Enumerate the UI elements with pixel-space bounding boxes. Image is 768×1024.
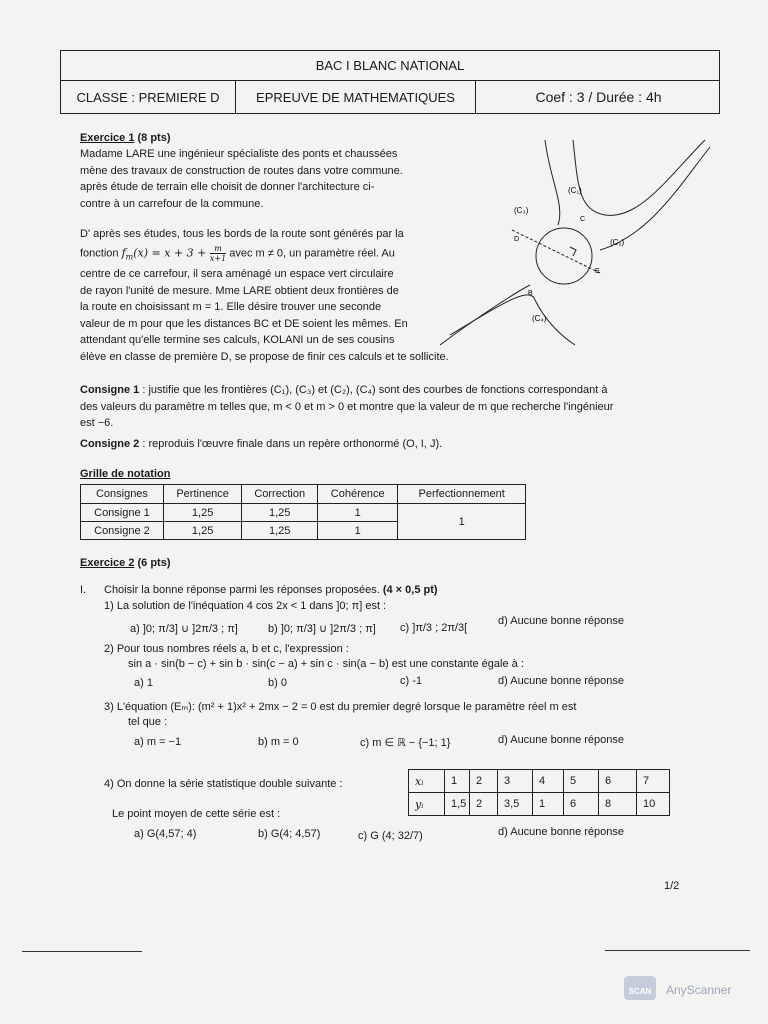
scan-edge-right — [605, 950, 750, 951]
q4-c: c) G (4; 32/7) — [358, 830, 423, 842]
q2-d: d) Aucune bonne réponse — [498, 675, 624, 687]
grille-header: Pertinence — [163, 485, 241, 504]
q3-a: a) m = −1 — [134, 736, 182, 748]
q4-d: d) Aucune bonne réponse — [498, 826, 624, 838]
grille-cell: 1,25 — [163, 522, 241, 540]
grille-header: Correction — [242, 485, 318, 504]
curve-c4 — [450, 295, 575, 345]
series-cell: 6 — [599, 770, 637, 793]
ex2-intro-num: I. — [80, 584, 87, 596]
grille-cell: 1 — [318, 522, 398, 540]
label-c1: (C₁) — [568, 186, 582, 195]
ex2-heading: Exercice 2 (6 pts) — [80, 557, 171, 569]
label-E: E — [595, 268, 600, 275]
series-cell: 2 — [470, 793, 498, 816]
series-cell: 1,5 — [445, 793, 470, 816]
label-D: D — [514, 236, 520, 243]
consigne-2: Consigne 2 : reproduis l'œuvre finale dans un repère orthonormé (O, I, J). — [80, 438, 443, 450]
grille-cell: 1,25 — [242, 504, 318, 522]
q4-text: 4) On donne la série statistique double suivante : — [104, 778, 343, 790]
label-c2: (C₂) — [610, 238, 625, 247]
consigne-1: Consigne 1 : justifie que les frontières (C₁), (C₃) et (C₂), (C₄) sont des courbes de fonctions correspondant à des valeurs du paramètre m telles que, m < 0 et m > 0 et montre que la valeur de m que recherche l'ingénieur est −6. — [80, 384, 614, 429]
q1-c: c) ]π/3 ; 2π/3[ — [400, 622, 468, 634]
series-cell: 3,5 — [498, 793, 533, 816]
q1-a: a) ]0; π/3] ∪ ]2π/3 ; π] — [130, 623, 238, 635]
ex1-paragraph-2: centre de ce carrefour, il sera aménagé un espace vert circulaire de rayon l'unité de mesure. Mme LARE obtient deux frontières de la route en choisissant m = 1. Elle désire trouver une seconde valeur de m pour que les distances BC et DE soient les mêmes. En attendant qu'elle termine ses calculs, KOLANI un de ses cousins élève en classe de première D, se propose de finir ces calculs et te sollicite. — [80, 268, 449, 363]
q1-d: d) Aucune bonne réponse — [498, 615, 624, 627]
q1-text: 1) La solution de l'inéquation 4 cos 2x < 1 dans ]0; π] est : — [104, 600, 387, 612]
series-cell: 10 — [637, 793, 670, 816]
curve-c3 — [545, 140, 560, 225]
series-table — [408, 769, 670, 816]
grille-cell: Consigne 1 — [81, 504, 164, 522]
series-x-label: xᵢ — [409, 770, 445, 793]
q4-b: b) G(4; 4,57) — [258, 828, 321, 840]
ex1-p2-line2: fonction $f_m(x) = x + 3$ + $\frac{m}{x+1}$ avec m ≠ 0, un paramètre réel. Au — [80, 244, 395, 263]
label-c3: (C₃) — [514, 206, 529, 215]
q3-line2: tel que : — [128, 716, 168, 728]
ex2-intro: Choisir la bonne réponse parmi les réponses proposées. (4 × 0,5 pt) — [104, 584, 438, 596]
grille-cell: Consigne 2 — [81, 522, 164, 540]
curve-c1 — [573, 140, 705, 215]
q2-text: 2) Pour tous nombres réels a, b et c, l'expression : — [104, 643, 349, 655]
series-cell: 1 — [445, 770, 470, 793]
page-number: 1/2 — [664, 880, 680, 892]
series-cell: 6 — [564, 793, 599, 816]
ex1-p2-line1: D' après ses études, tous les bords de la route sont générés par la — [80, 228, 404, 240]
series-cell: 2 — [470, 770, 498, 793]
grille-header: Cohérence — [318, 485, 398, 504]
q3-text: 3) L'équation (Eₘ): (m² + 1)x² + 2mx − 2 = 0 est du premier degré lorsque le paramètre réel m est — [104, 701, 577, 713]
label-c4: (C₄) — [532, 314, 547, 323]
q1-b: b) ]0; π/3] ∪ ]2π/3 ; π] — [268, 623, 376, 635]
series-cell: 4 — [533, 770, 564, 793]
epreuve-label: EPREUVE DE MATHEMATIQUES — [236, 81, 476, 114]
series-cell: 7 — [637, 770, 670, 793]
q3-b: b) m = 0 — [258, 736, 299, 748]
grille-cell-perf: 1 — [398, 504, 526, 540]
series-cell: 8 — [599, 793, 637, 816]
q4-line2: Le point moyen de cette série est : — [112, 808, 281, 820]
q2-b: b) 0 — [268, 677, 287, 689]
curve-lower — [440, 285, 530, 345]
scanner-logo: SCAN — [624, 976, 656, 1000]
green-circle — [536, 228, 592, 284]
series-cell: 5 — [564, 770, 599, 793]
q3-d: d) Aucune bonne réponse — [498, 734, 624, 746]
ex1-heading: Exercice 1 (8 pts) — [80, 132, 171, 144]
scanner-name: AnyScanner — [666, 983, 732, 997]
asymptote-line — [512, 230, 600, 273]
grille-cell: 1 — [318, 504, 398, 522]
series-y-label: yᵢ — [409, 793, 445, 816]
label-C: C — [580, 216, 586, 223]
series-cell: 1 — [533, 793, 564, 816]
header-box — [60, 50, 720, 114]
classe-label: CLASSE : PREMIERE D — [61, 81, 236, 114]
ex1-paragraph-1: Madame LARE une ingénieur spécialiste des ponts et chaussées mène des travaux de construction de routes dans votre commune. après étude de terrain elle choisit de donner l'architecture ci- contre à un carrefour de la commune. — [80, 148, 403, 210]
grille-cell: 1,25 — [163, 504, 241, 522]
q3-c: c) m ∈ ℝ − {−1; 1} — [360, 737, 451, 749]
grille-header: Perfectionnement — [398, 485, 526, 504]
grille-header: Consignes — [81, 485, 164, 504]
curve-c2 — [600, 147, 710, 250]
coef-label: Coef : 3 / Durée : 4h — [535, 89, 662, 105]
exam-title: BAC I BLANC NATIONAL — [61, 51, 719, 81]
q4-a: a) G(4,57; 4) — [134, 828, 197, 840]
series-cell: 3 — [498, 770, 533, 793]
q2-expr: sin a · sin(b − c) + sin b · sin(c − a) + sin c · sin(a − b) est une constante égale à : — [128, 658, 524, 670]
grille-cell: 1,25 — [242, 522, 318, 540]
carrefour-figure — [440, 135, 740, 355]
grille-table — [80, 484, 526, 540]
scan-edge-left — [22, 951, 142, 952]
q2-a: a) 1 — [134, 677, 153, 689]
grille-title: Grille de notation — [80, 468, 171, 480]
q2-c: c) -1 — [400, 675, 422, 687]
label-B: B — [528, 290, 533, 297]
